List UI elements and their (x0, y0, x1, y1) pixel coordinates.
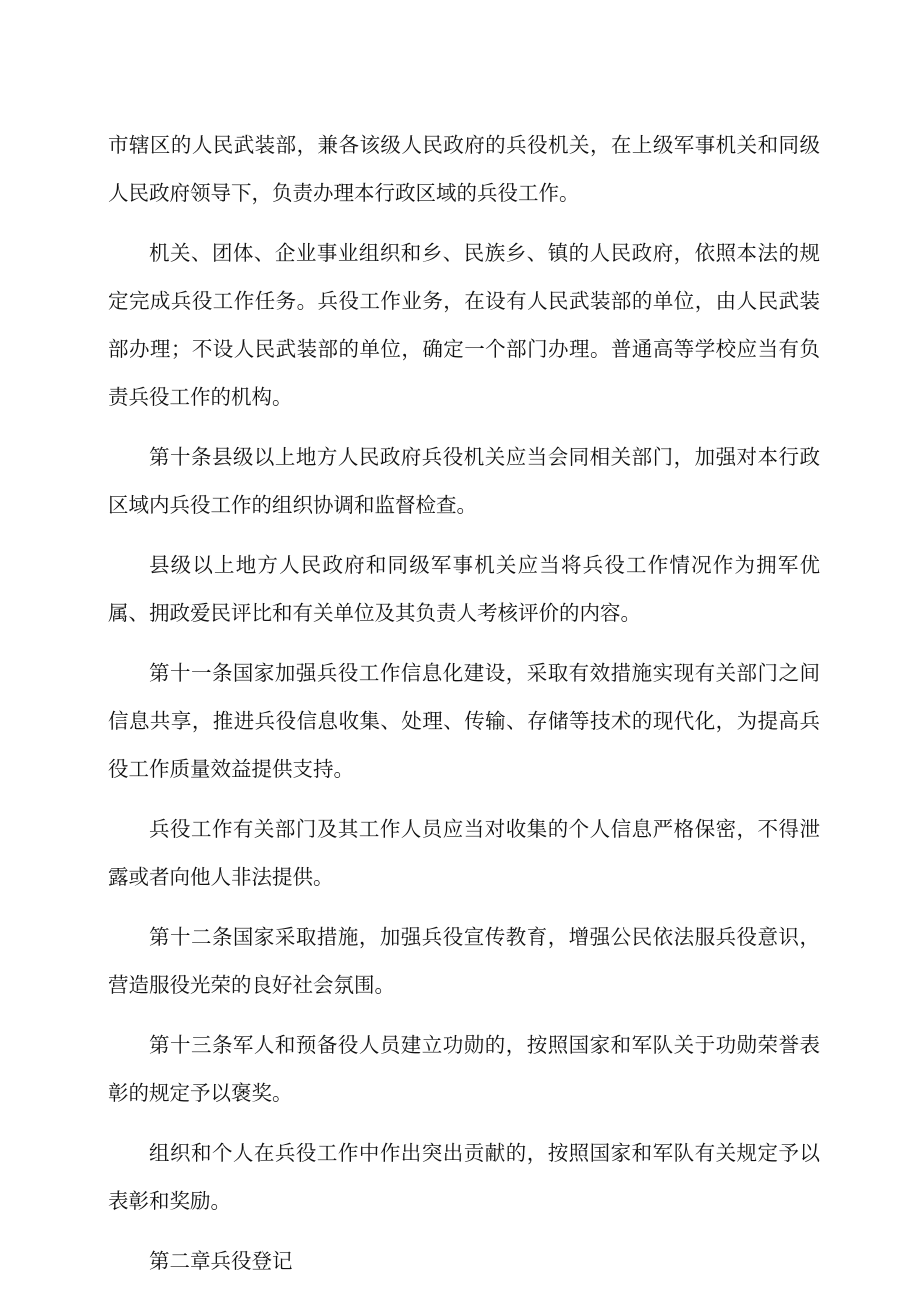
paragraph-continued: 市辖区的人民武装部，兼各该级人民政府的兵役机关，在上级军事机关和同级人民政府领导下，负责办理本行政区域的兵役工作。 (108, 133, 820, 205)
paragraph-article-11: 第十一条国家加强兵役工作信息化建设，采取有效措施实现有关部门之间信息共享，推进兵役信息收集、处理、传输、存储等技术的现代化，为提高兵役工作质量效益提供支持。 (108, 661, 820, 781)
paragraph: 县级以上地方人民政府和同级军事机关应当将兵役工作情况作为拥军优属、拥政爱民评比和有关单位及其负责人考核评价的内容。 (108, 553, 820, 625)
paragraph: 机关、团体、企业事业组织和乡、民族乡、镇的人民政府，依照本法的规定完成兵役工作任务。兵役工作业务，在设有人民武装部的单位，由人民武装部办理；不设人民武装部的单位，确定一个部门办理。普通高等学校应当有负责兵役工作的机构。 (108, 241, 820, 409)
document-body (108, 121, 820, 1297)
chapter-heading: 第二章兵役登记 (149, 1249, 293, 1273)
paragraph: 兵役工作有关部门及其工作人员应当对收集的个人信息严格保密，不得泄露或者向他人非法提供。 (108, 817, 820, 889)
paragraph-article-10: 第十条县级以上地方人民政府兵役机关应当会同相关部门，加强对本行政区域内兵役工作的组织协调和监督检查。 (108, 445, 820, 517)
paragraph-article-12: 第十二条国家采取措施，加强兵役宣传教育，增强公民依法服兵役意识，营造服役光荣的良好社会氛围。 (108, 925, 820, 997)
paragraph: 组织和个人在兵役工作中作出突出贡献的，按照国家和军队有关规定予以表彰和奖励。 (108, 1141, 820, 1213)
paragraph-article-13: 第十三条军人和预备役人员建立功勋的，按照国家和军队关于功勋荣誉表彰的规定予以褒奖。 (108, 1033, 820, 1105)
